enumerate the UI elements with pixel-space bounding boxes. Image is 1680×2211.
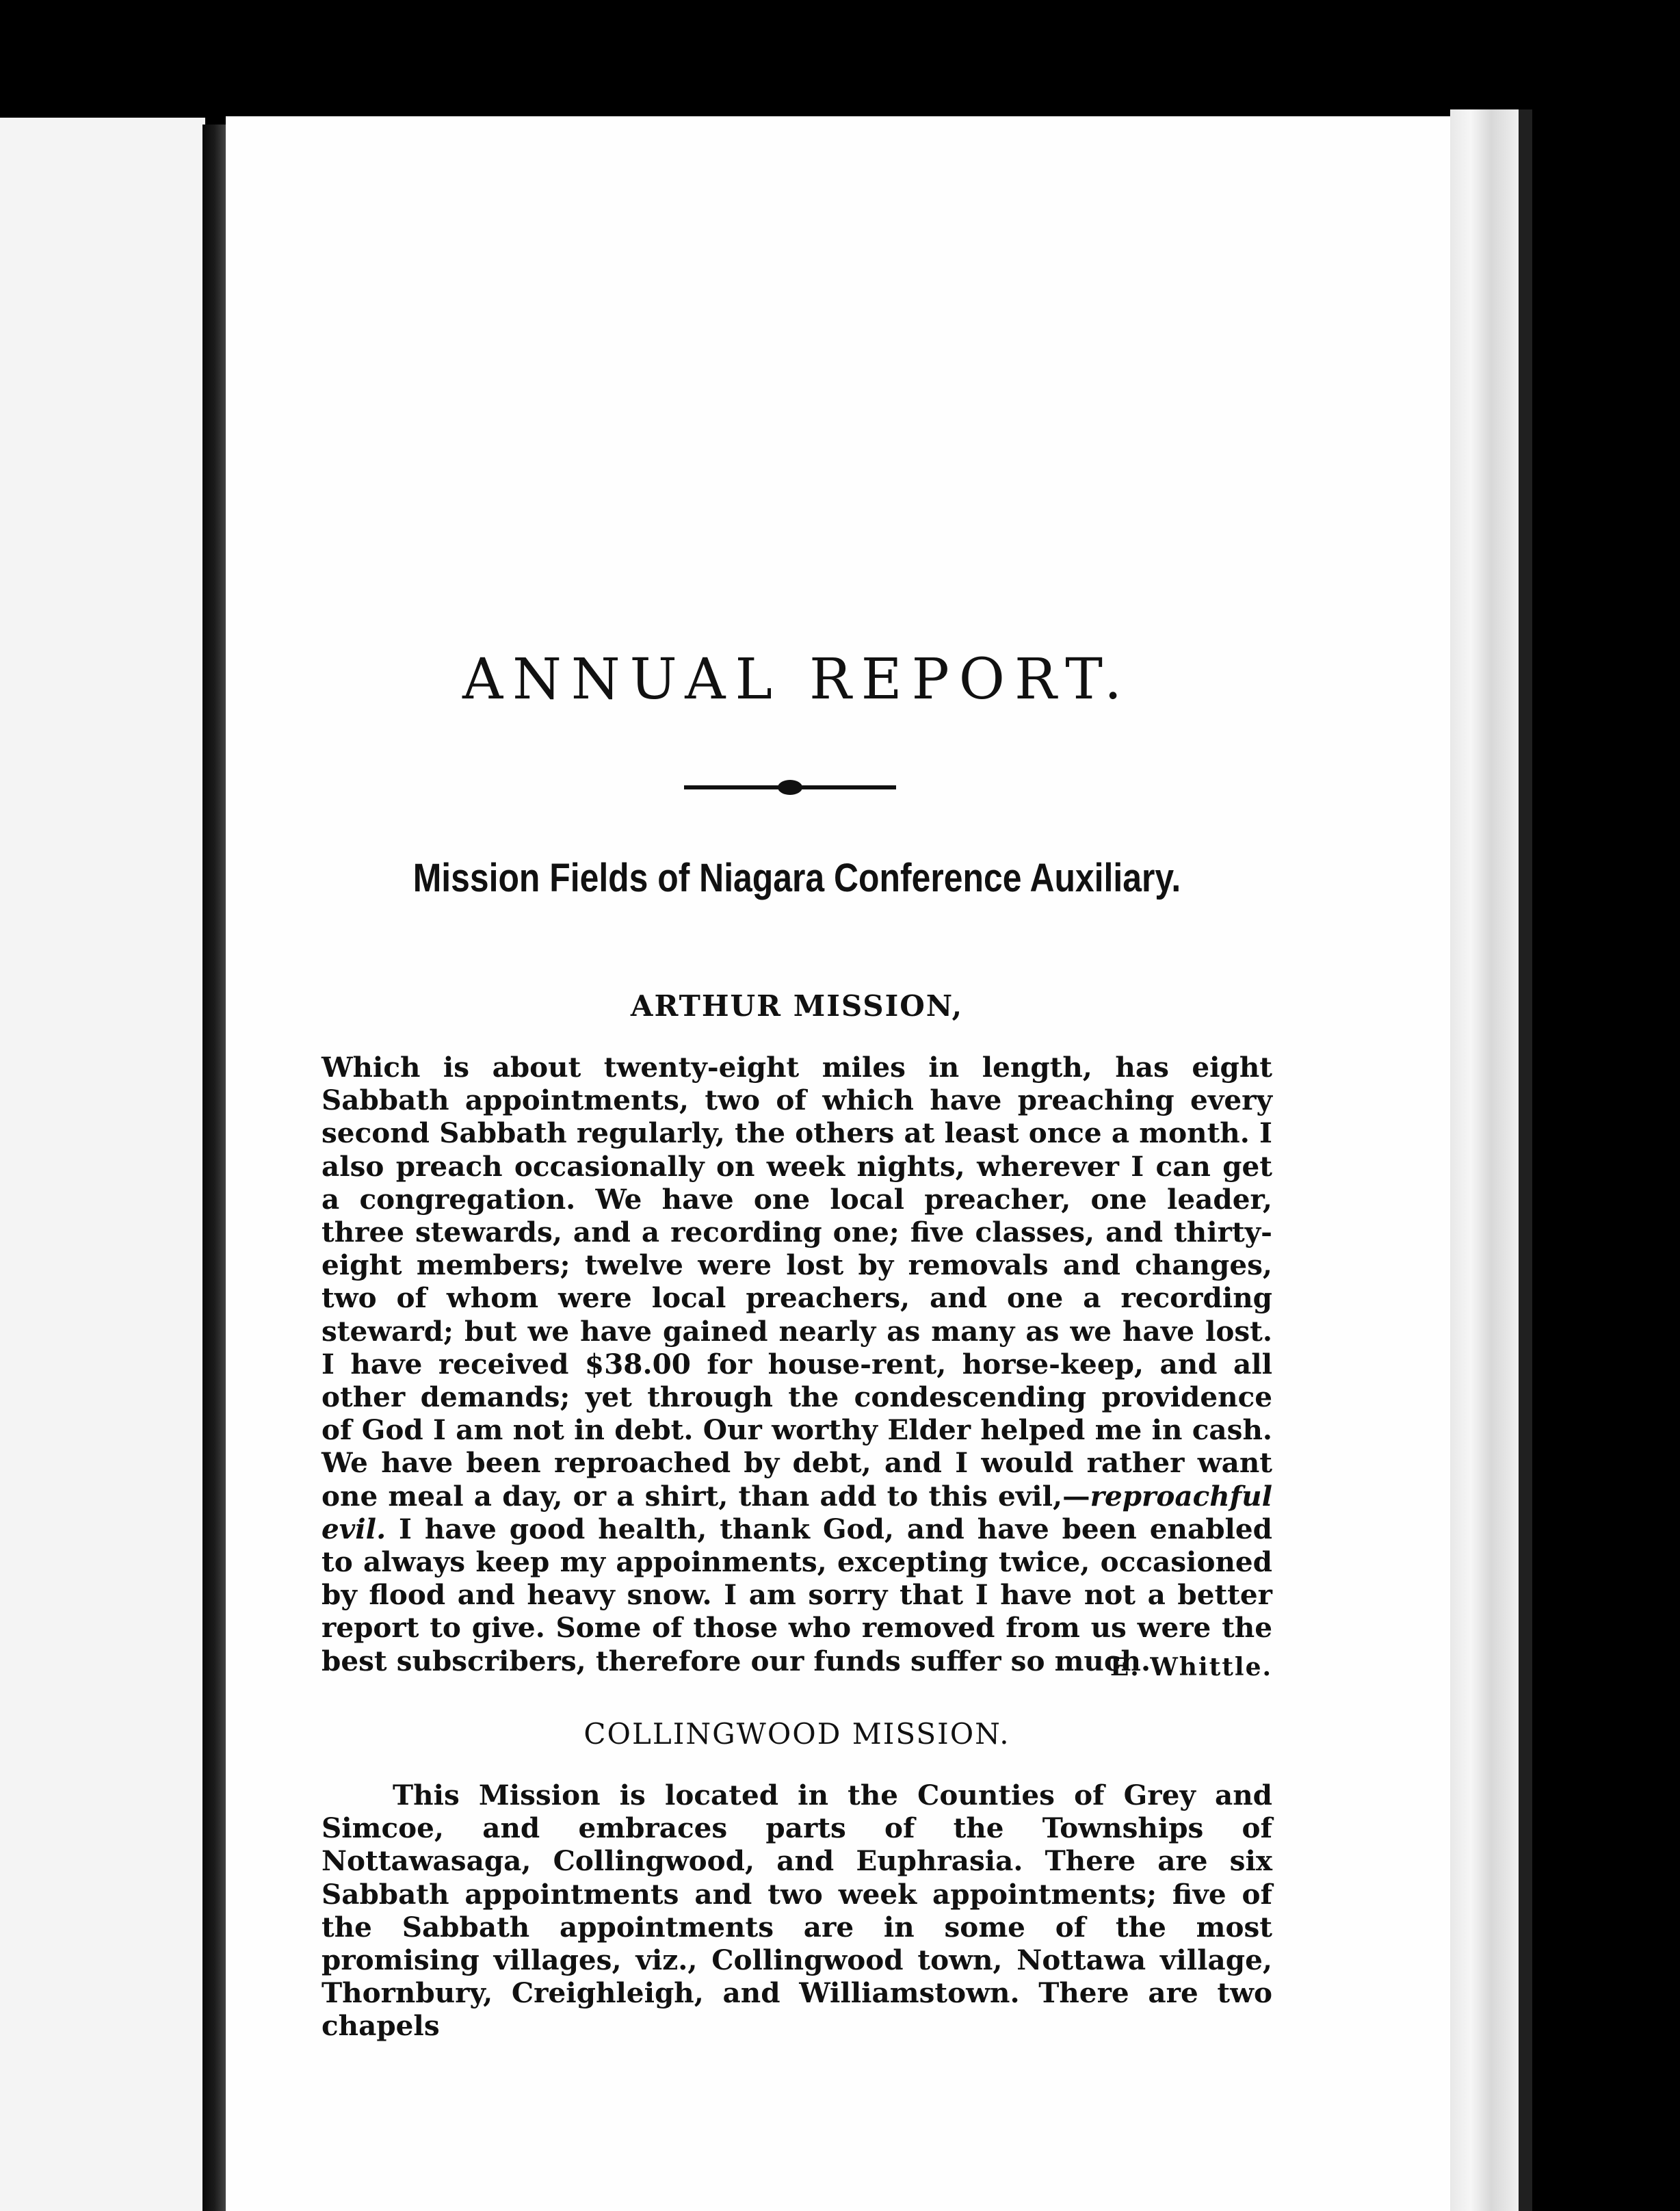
signature: E. Whittle. bbox=[1110, 1653, 1272, 1682]
emphasis-text: reproachful evil. bbox=[321, 1479, 1272, 1545]
right-border bbox=[1519, 109, 1532, 2211]
document-title: ANNUAL REPORT. bbox=[462, 647, 1132, 712]
left-page bbox=[0, 118, 205, 2211]
page-edges bbox=[1450, 109, 1519, 2211]
document-subtitle: Mission Fields of Niagara Conference Auxiliary. bbox=[412, 856, 1181, 900]
section-body-collingwood: This Mission is located in the Counties of Grey and Simcoe, and embraces parts of the Townships of Nottawasaga, Collingwood, and Euphrasia. There are six Sabbath appointments and two week appointments; five of the Sabbath appointments are in some of the most promising villages, viz., Collingwood town, Nottawa village, Thornbury, Creighleigh, and Williamstown. There are two chapels bbox=[321, 1779, 1272, 2043]
section-heading-collingwood: COLLINGWOOD MISSION. bbox=[583, 1717, 1010, 1751]
rule-ornament bbox=[778, 780, 802, 795]
section-heading-arthur: ARTHUR MISSION, bbox=[630, 989, 964, 1023]
section-body-arthur bbox=[321, 1051, 1272, 1677]
body-text-continued: I have good health, thank God, and have been enabled to always keep my appoinments, excepting twice, occasioned by flood and heavy snow. I am sorry that I have not a better report to give. Some of those who removed from us were the best subscribers, therefore our funds suffer so much. bbox=[321, 1512, 1272, 1677]
ornamental-rule bbox=[684, 785, 896, 789]
book-gutter bbox=[202, 125, 226, 2211]
body-text: Which is about twenty-eight miles in length, has eight Sabbath appointments, two of which have preaching every second Sabbath regularly, the others at least once a month. I also preach occasionally on week nights, wherever I can get a congregation. We have one local preacher, one leader, three stewards, and a recording one; five classes, and thirty-eight members; twelve were lost by removals and changes, two of whom were local preachers, and one a recording steward; but we have gained nearly as many as we have lost. I have received $38.00 for house-rent, horse-keep, and all other demands; yet through the condescending providence of God I am not in debt. Our worthy Elder helped me in cash. We have been reproached by debt, and I would rather want one meal a day, or a shirt, than add to this evil,— bbox=[321, 1051, 1272, 1513]
